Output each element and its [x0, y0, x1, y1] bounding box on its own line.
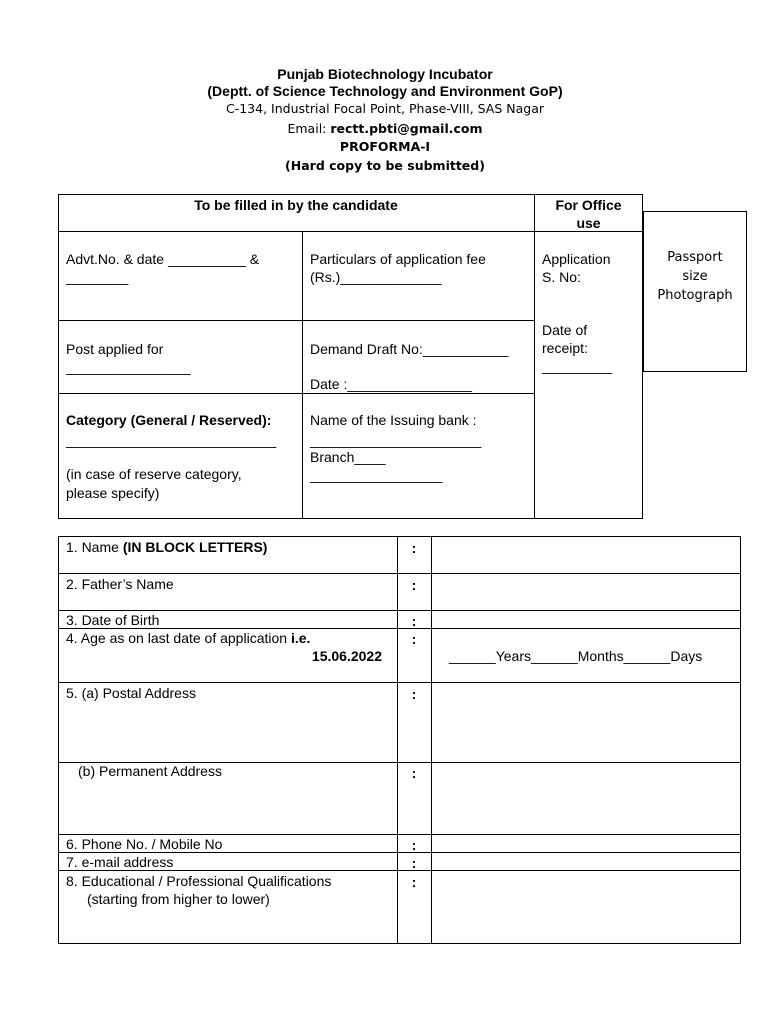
- father-input[interactable]: [432, 574, 740, 610]
- demand-draft-field[interactable]: Demand Draft No:___________: [310, 341, 509, 357]
- age-colon: :: [411, 631, 417, 647]
- category-note-2: please specify): [66, 485, 160, 501]
- category-note-1: (in case of reserve category,: [66, 466, 242, 482]
- postal-address-input[interactable]: [432, 683, 740, 762]
- education-label-1: 8. Educational / Professional Qualifications: [66, 873, 332, 889]
- top-table-row-rule-2: [58, 393, 534, 394]
- candidate-header: To be filled in by the candidate: [194, 197, 398, 213]
- photo-label-3: Photograph: [657, 288, 733, 303]
- postal-address-label: 5. (a) Postal Address: [66, 685, 196, 701]
- application-sno-label-1: Application: [542, 251, 611, 267]
- department: (Deptt. of Science Technology and Environment GoP): [207, 83, 563, 99]
- application-sno-label-2: S. No:: [542, 269, 581, 285]
- hard-copy-note: (Hard copy to be submitted): [285, 158, 485, 173]
- education-colon: :: [411, 874, 417, 890]
- father-label: 2. Father’s Name: [66, 576, 174, 592]
- passport-photo-box: [643, 211, 747, 372]
- category-field[interactable]: ___________________________: [66, 432, 277, 448]
- email-input[interactable]: [432, 853, 740, 870]
- postal-colon: :: [411, 686, 417, 702]
- age-label-ie: i.e.: [290, 630, 311, 646]
- proforma-title: PROFORMA-I: [339, 139, 431, 154]
- age-date: 15.06.2022: [311, 648, 382, 664]
- branch-field[interactable]: _________________: [310, 467, 443, 483]
- permanent-address-input[interactable]: [432, 763, 740, 834]
- category-label: Category (General / Reserved):: [66, 412, 272, 428]
- receipt-label-2: receipt:: [542, 340, 588, 356]
- fee-field[interactable]: (Rs.)_____________: [310, 269, 442, 285]
- dob-input[interactable]: [432, 611, 740, 628]
- bank-field[interactable]: ______________________: [310, 432, 482, 448]
- email-label: Email:: [287, 121, 331, 136]
- post-label: Post applied for: [66, 341, 164, 357]
- receipt-label-1: Date of: [542, 322, 588, 338]
- phone-label: 6. Phone No. / Mobile No: [66, 836, 223, 852]
- office-header-line2: use: [576, 215, 601, 231]
- email-colon: :: [411, 855, 417, 871]
- dob-colon: :: [411, 613, 417, 629]
- advt-label: Advt.No. & date __________ &: [66, 251, 260, 267]
- office-header-line1: For Office: [555, 197, 622, 213]
- father-colon: :: [411, 577, 417, 593]
- top-table-divider-mid: [302, 231, 303, 519]
- name-colon: :: [411, 540, 417, 556]
- name-label-prefix: 1. Name: [66, 539, 123, 555]
- dd-date-field[interactable]: Date :________________: [310, 376, 472, 392]
- post-field[interactable]: ________________: [66, 359, 191, 375]
- name-input[interactable]: [432, 537, 740, 573]
- age-value-field[interactable]: ______Years______Months______Days: [449, 648, 703, 664]
- branch-label[interactable]: Branch____: [310, 449, 386, 465]
- photo-label-2: size: [682, 269, 708, 284]
- email-address[interactable]: rectt.pbti@gmail.com: [330, 121, 483, 136]
- address: C-134, Industrial Focal Point, Phase-VIII, SAS Nagar: [225, 101, 545, 116]
- fee-label: Particulars of application fee: [310, 251, 486, 267]
- education-input[interactable]: [432, 871, 740, 943]
- phone-input[interactable]: [432, 835, 740, 852]
- permanent-colon: :: [411, 765, 417, 781]
- phone-colon: :: [411, 837, 417, 853]
- permanent-address-label: (b) Permanent Address: [78, 763, 222, 779]
- email-line: [0, 121, 770, 136]
- age-label-prefix: 4. Age as on last date of application: [66, 630, 291, 646]
- photo-label-1: Passport: [667, 250, 723, 265]
- top-table-row-rule-1: [58, 320, 534, 321]
- receipt-field[interactable]: _________: [542, 358, 613, 374]
- name-label-bold: (IN BLOCK LETTERS): [122, 539, 268, 555]
- education-label-2: (starting from higher to lower): [87, 891, 270, 907]
- top-table-divider-office: [534, 194, 535, 519]
- advt-line[interactable]: ________: [66, 269, 129, 285]
- org-name: Punjab Biotechnology Incubator: [277, 66, 493, 82]
- bank-label: Name of the Issuing bank :: [310, 412, 477, 428]
- age-label: [66, 629, 310, 647]
- email-label-row: 7. e-mail address: [66, 854, 174, 870]
- name-label: [66, 538, 267, 556]
- dob-label: 3. Date of Birth: [66, 612, 160, 628]
